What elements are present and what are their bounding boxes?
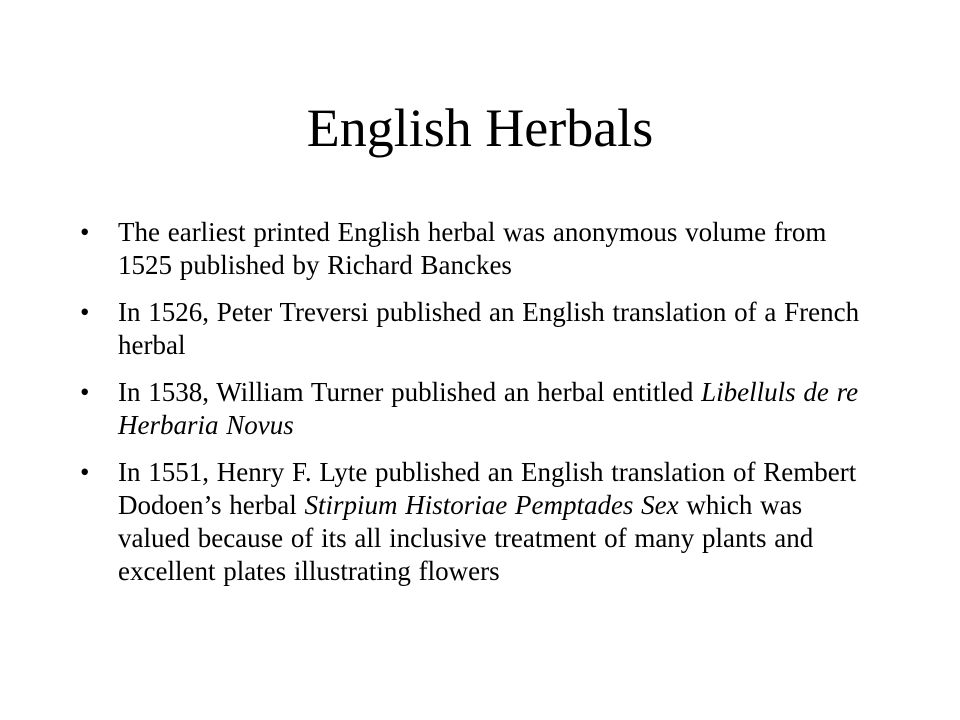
bullet-text-part: which was valued because of its all inclusive treatment of many plants and excellent plates illustrating flowers	[118, 490, 814, 586]
bullet-marker: •	[80, 297, 90, 327]
slide-title: English Herbals	[306, 98, 654, 158]
bullet-item	[80, 296, 880, 362]
bullet-item	[80, 376, 880, 442]
bullet-marker: •	[80, 377, 90, 407]
bullet-text-italic-part: Stirpium Historiae Pemptades Sex	[304, 490, 679, 520]
bullet-marker: •	[80, 217, 90, 247]
bullet-text	[118, 296, 880, 362]
bullet-text-part: In 1526, Peter Treversi published an English translation of a French herbal	[118, 297, 860, 360]
bullet-text-part: In 1538, William Turner published an herbal entitled	[118, 377, 702, 407]
bullet-list	[80, 216, 880, 602]
bullet-text-part: The earliest printed English herbal was anonymous volume from 1525 published by Richard Banckes	[118, 217, 827, 280]
bullet-item	[80, 216, 880, 282]
bullet-text	[118, 216, 880, 282]
bullet-text-italic-part: Libelluls de re Herbaria Novus	[118, 377, 859, 440]
bullet-marker: •	[80, 457, 90, 487]
bullet-item	[80, 456, 880, 588]
bullet-text-part: In 1551, Henry F. Lyte published an English translation of Rembert Dodoen’s herbal	[118, 457, 857, 520]
bullet-text	[118, 456, 880, 588]
bullet-text	[118, 376, 880, 442]
